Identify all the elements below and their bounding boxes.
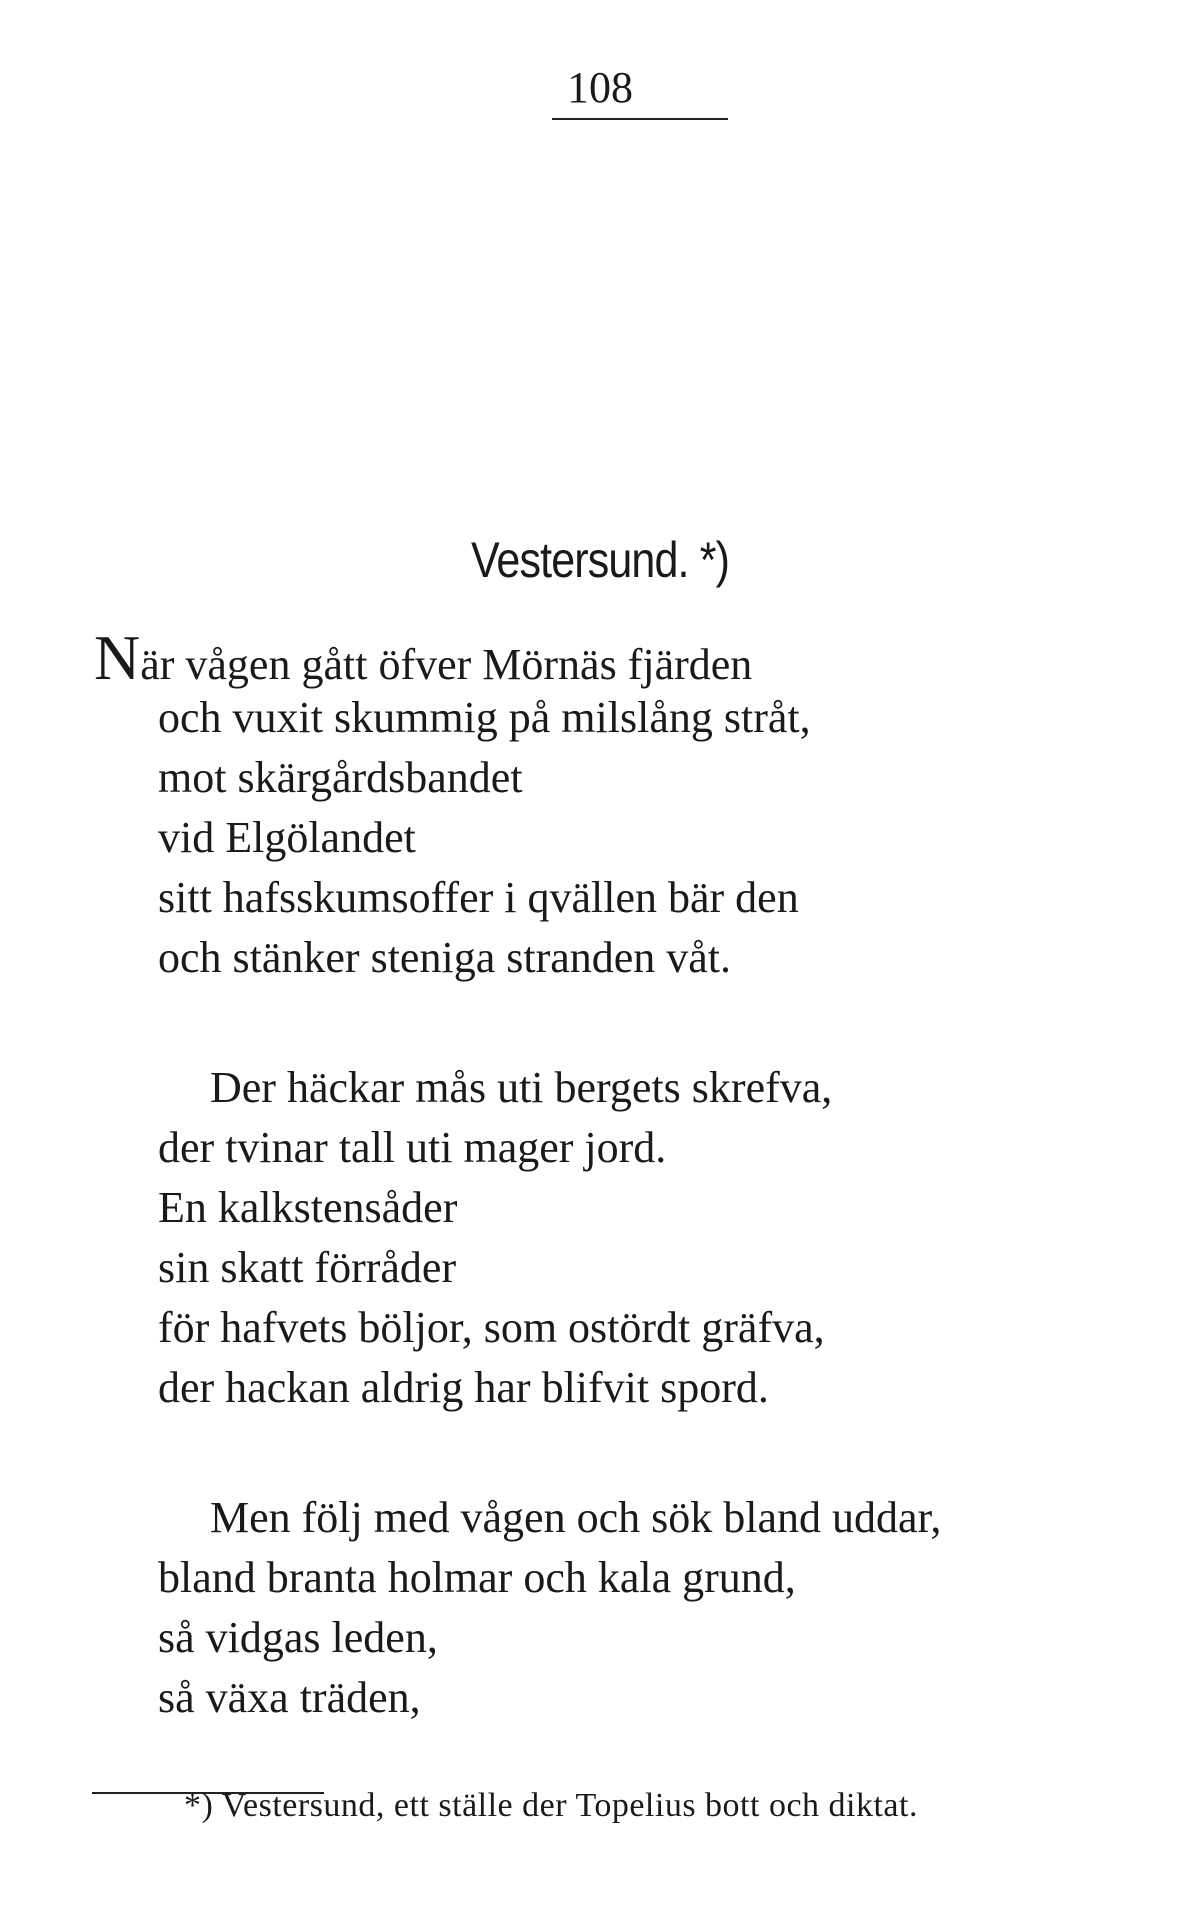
poem-line-6: och stänker steniga stranden våt. <box>158 933 732 982</box>
poem-line-3: mot skärgårdsbandet <box>158 753 523 802</box>
poem-line-8: der tvinar tall uti mager jord. <box>158 1123 667 1172</box>
header-rule <box>552 118 728 120</box>
poem-line-2: och vuxit skummig på milslång stråt, <box>158 693 811 742</box>
poem-line-13: Men följ med vågen och sök bland uddar, <box>210 1493 942 1542</box>
poem-line-text: är vågen gått öfver Mörnäs fjärden <box>140 640 753 689</box>
poem-line-11: för hafvets böljor, som ostördt gräfva, <box>158 1303 825 1352</box>
poem-line-4: vid Elgölandet <box>158 813 416 862</box>
poem-line-1 <box>94 622 753 695</box>
poem-line-15: så vidgas leden, <box>158 1613 438 1662</box>
poem-line-7: Der häckar mås uti bergets skrefva, <box>210 1063 833 1112</box>
poem-line-16: så växa träden, <box>158 1673 421 1722</box>
poem-line-9: En kalkstensåder <box>158 1183 458 1232</box>
poem-title: Vestersund. *) <box>470 532 730 588</box>
poem-line-5: sitt hafsskumsoffer i qvällen bär den <box>158 873 799 922</box>
poem-line-10: sin skatt förråder <box>158 1243 457 1292</box>
poem-line-14: bland branta holmar och kala grund, <box>158 1553 796 1602</box>
drop-cap: N <box>94 622 141 693</box>
page-number: 108 <box>567 63 633 112</box>
footnote: *) Vestersund, ett ställe der Topelius bott och diktat. <box>184 1787 918 1824</box>
poem-line-12: der hackan aldrig har blifvit spord. <box>158 1363 769 1412</box>
